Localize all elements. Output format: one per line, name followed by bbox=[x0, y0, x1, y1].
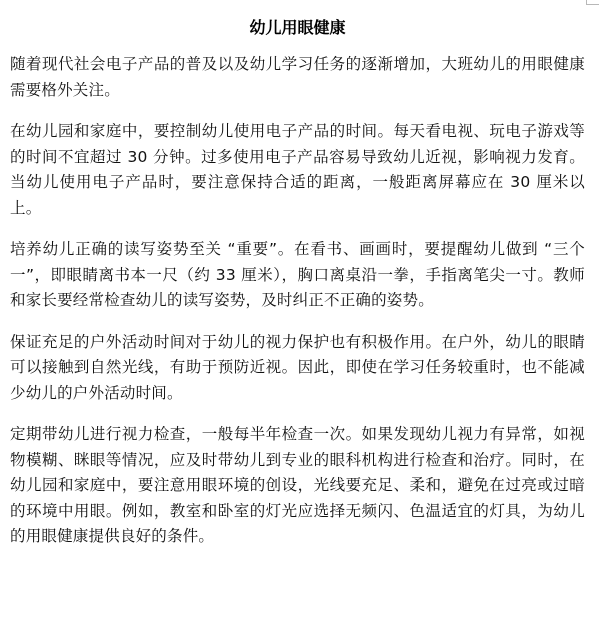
paragraph-intro: 随着现代社会电子产品的普及以及幼儿学习任务的逐渐增加，大班幼儿的用眼健康需要格外关注。 bbox=[10, 55, 585, 99]
page-corner-mark bbox=[579, 0, 599, 6]
document-body bbox=[10, 14, 585, 566]
corner-mark-vertical bbox=[586, 0, 587, 5]
document-title: 幼儿用眼健康 bbox=[249, 18, 346, 37]
paragraph-outdoor-activity: 保证充足的户外活动时间对于幼儿的视力保护也有积极作用。在户外，幼儿的眼睛可以接触到自然光线，有助于预防近视。因此，即使在学习任务较重时，也不能减少幼儿的户外活动时间。 bbox=[10, 332, 585, 402]
paragraph-vision-checkup: 定期带幼儿进行视力检查，一般每半年检查一次。如果发现幼儿视力有异常，如视物模糊、眯眼等情况，应及时带幼儿到专业的眼科机构进行检查和治疗。同时，在幼儿园和家庭中，要注意用眼环境的创设，光线要充足、柔和，避免在过亮或过暗的环境中用眼。例如，教室和卧室的灯光应选择无频闪、色温适宜的灯具，为幼儿的用眼健康提供良好的条件。 bbox=[10, 425, 585, 545]
paragraph-reading-posture: 培养幼儿正确的读写姿势至关 “重要”。在看书、画画时，要提醒幼儿做到 “三个一”，即眼睛离书本一尺（约 33 厘米），胸口离桌沿一拳，手指离笔尖一寸。教师和家长要经常检查幼儿的读写姿势，及时纠正不正确的姿势。 bbox=[10, 240, 585, 309]
paragraph-screen-time: 在幼儿园和家庭中，要控制幼儿使用电子产品的时间。每天看电视、玩电子游戏等的时间不宜超过 30 分钟。过多使用电子产品容易导致幼儿近视，影响视力发育。当幼儿使用电子产品时，要注意保持合适的距离，一般距离屏幕应在 30 厘米以上。 bbox=[10, 122, 585, 217]
corner-mark-horizontal bbox=[587, 4, 599, 5]
